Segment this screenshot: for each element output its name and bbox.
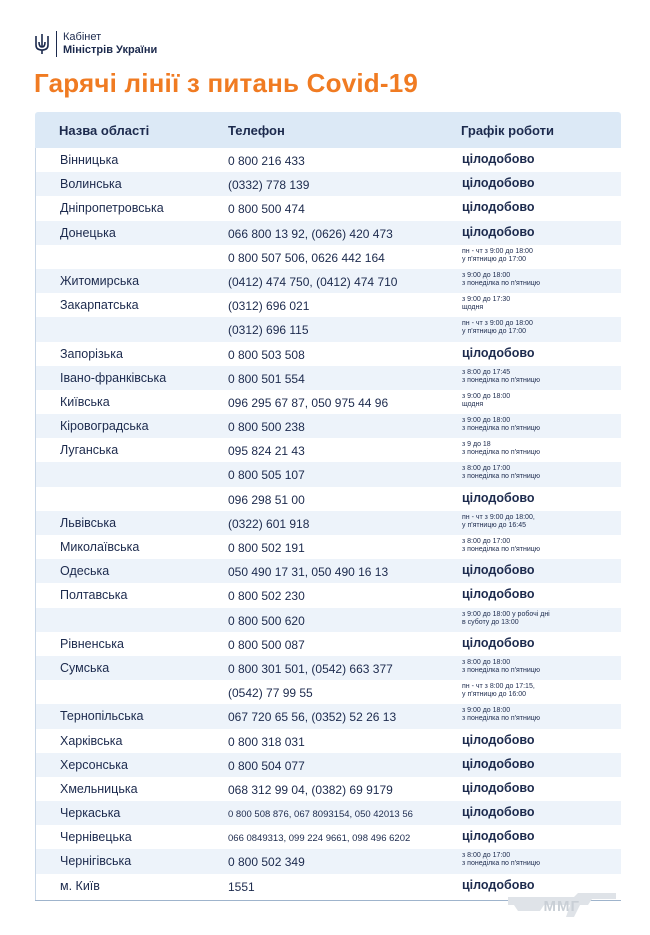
work-schedule bbox=[462, 491, 535, 505]
table-row bbox=[35, 293, 621, 317]
region-name: Івано-франківська bbox=[60, 370, 167, 385]
phone-number: 0 800 502 191 bbox=[228, 541, 305, 555]
region-name: Харківська bbox=[60, 733, 123, 748]
schedule-line: цілодобово bbox=[462, 780, 535, 795]
header-region: Назва області bbox=[59, 123, 150, 138]
schedule-line: щодня bbox=[462, 400, 484, 408]
phone-number: 095 824 21 43 bbox=[228, 444, 305, 459]
phone-number: 0 800 502 230 bbox=[228, 589, 305, 604]
work-schedule bbox=[462, 733, 535, 747]
schedule-line: з 9:00 до 18:00 bbox=[462, 707, 511, 715]
phone-number: 1551 bbox=[228, 879, 255, 894]
table-row bbox=[35, 511, 621, 535]
phone-number: 0 800 216 433 bbox=[228, 154, 305, 168]
schedule-line: з 8:00 до 18:00 bbox=[462, 658, 511, 666]
schedule-line: з 9 до 18 bbox=[462, 441, 491, 449]
schedule-line: з понеділка по п'ятницю bbox=[462, 473, 541, 481]
schedule-line: з понеділка по п'ятницю bbox=[462, 279, 541, 287]
work-schedule bbox=[462, 707, 540, 723]
table-row bbox=[35, 583, 621, 607]
phone-number: (0542) 77 99 55 bbox=[228, 686, 313, 701]
region-name: Кіровоградська bbox=[60, 419, 149, 434]
table-row bbox=[35, 535, 621, 559]
schedule-line: цілодобово bbox=[462, 224, 535, 239]
region-name: Полтавська bbox=[60, 588, 128, 603]
table-row bbox=[35, 608, 621, 632]
logo-line-1: Кабінет bbox=[63, 31, 102, 43]
table-row bbox=[35, 559, 621, 583]
work-schedule bbox=[462, 805, 535, 819]
table-row bbox=[35, 390, 621, 414]
phone-number: 096 298 51 00 bbox=[228, 492, 305, 507]
region-name: Закарпатська bbox=[60, 298, 139, 313]
region-name: Житомирська bbox=[60, 273, 140, 288]
phone-number: 0 800 508 876, 067 8093154, 050 42013 56 bbox=[228, 809, 413, 821]
table-row bbox=[35, 487, 621, 511]
region-name: Запорізька bbox=[60, 346, 123, 361]
table-row bbox=[35, 729, 621, 753]
table-body bbox=[35, 148, 621, 898]
table-row bbox=[35, 366, 621, 390]
table-left-border bbox=[35, 148, 36, 900]
schedule-line: з понеділка по п'ятницю bbox=[462, 715, 541, 723]
phone-number: 0 800 501 554 bbox=[228, 371, 305, 386]
work-schedule bbox=[462, 176, 535, 190]
schedule-line: з 9:00 до 18:00 bbox=[462, 417, 511, 425]
work-schedule bbox=[462, 320, 533, 336]
schedule-line: цілодобово bbox=[462, 152, 535, 166]
phone-number: 0 800 505 107 bbox=[228, 468, 305, 483]
schedule-line: пн - чт з 8:00 до 17:15, bbox=[462, 683, 535, 691]
schedule-line: цілодобово bbox=[462, 563, 535, 578]
region-name: Чернігівська bbox=[60, 854, 132, 869]
region-name: Дніпропетровська bbox=[60, 201, 164, 216]
schedule-line: цілодобово bbox=[462, 345, 535, 360]
schedule-line: цілодобово bbox=[462, 200, 535, 215]
region-name: Хмельницька bbox=[60, 781, 138, 796]
phone-number: 0 800 504 077 bbox=[228, 758, 305, 773]
schedule-line: цілодобово bbox=[462, 587, 535, 602]
table-row bbox=[35, 221, 621, 245]
table-row bbox=[35, 342, 621, 366]
region-name: Львівська bbox=[60, 515, 117, 530]
region-name: Луганська bbox=[60, 443, 119, 458]
work-schedule bbox=[462, 514, 535, 530]
phone-number: 0 800 301 501, (0542) 663 377 bbox=[228, 661, 393, 676]
work-schedule bbox=[462, 563, 535, 577]
schedule-line: пн - чт з 9:00 до 18:00, bbox=[462, 513, 535, 521]
table-row bbox=[35, 269, 621, 293]
logo-separator bbox=[56, 31, 57, 57]
table-row bbox=[35, 414, 621, 438]
work-schedule bbox=[462, 152, 535, 166]
work-schedule bbox=[462, 636, 535, 650]
table-row bbox=[35, 849, 621, 873]
work-schedule bbox=[462, 248, 533, 264]
phone-number: 0 800 502 349 bbox=[228, 855, 305, 870]
phone-number: 066 0849313, 099 224 9661, 098 496 6202 bbox=[228, 833, 411, 845]
phone-number: 068 312 99 04, (0382) 69 9179 bbox=[228, 782, 393, 797]
watermark-text: ММГ bbox=[543, 898, 580, 915]
region-name: Сумська bbox=[60, 660, 110, 675]
table-row bbox=[35, 825, 621, 849]
table-row bbox=[35, 632, 621, 656]
schedule-line: з 8:00 до 17:00 bbox=[462, 852, 511, 860]
schedule-line: з понеділка по п'ятницю bbox=[462, 425, 541, 433]
phone-number: 050 490 17 31, 050 490 16 13 bbox=[228, 565, 389, 580]
work-schedule bbox=[462, 852, 540, 868]
schedule-line: з 9:00 до 18:00 у робочі дні bbox=[462, 610, 550, 618]
table-row bbox=[35, 656, 621, 680]
work-schedule bbox=[462, 757, 535, 771]
header-phone: Телефон bbox=[228, 123, 285, 138]
region-name: Одеська bbox=[60, 564, 110, 579]
work-schedule bbox=[462, 200, 535, 214]
table-row bbox=[35, 801, 621, 825]
phone-number: 0 800 500 238 bbox=[228, 420, 305, 435]
table-row bbox=[35, 317, 621, 341]
work-schedule bbox=[462, 225, 535, 239]
logo-line-2: Міністрів України bbox=[63, 44, 158, 56]
schedule-line: у п'ятницю до 17:00 bbox=[462, 255, 526, 263]
schedule-line: з 9:00 до 18:00 bbox=[462, 392, 511, 400]
schedule-line: цілодобово bbox=[462, 490, 535, 505]
schedule-line: цілодобово bbox=[462, 635, 535, 650]
work-schedule bbox=[462, 296, 510, 312]
phone-number: (0332) 778 139 bbox=[228, 178, 310, 193]
schedule-line: пн - чт з 9:00 до 18:00 bbox=[462, 320, 533, 328]
schedule-line: пн - чт з 9:00 до 18:00 bbox=[462, 247, 533, 255]
table-row bbox=[35, 777, 621, 801]
region-name: Волинська bbox=[60, 177, 122, 192]
work-schedule bbox=[462, 587, 535, 601]
header-schedule: Графік роботи bbox=[461, 123, 555, 138]
work-schedule bbox=[462, 369, 540, 385]
work-schedule bbox=[462, 441, 540, 457]
work-schedule bbox=[462, 346, 535, 360]
schedule-line: цілодобово bbox=[462, 877, 535, 892]
table-row bbox=[35, 148, 621, 172]
schedule-line: з 8:00 до 17:45 bbox=[462, 368, 511, 376]
schedule-line: у п'ятницю до 16:00 bbox=[462, 691, 526, 699]
schedule-line: цілодобово bbox=[462, 805, 535, 820]
phone-number: 0 800 507 506, 0626 442 164 bbox=[228, 250, 385, 265]
schedule-line: з понеділка по п'ятницю bbox=[462, 449, 541, 457]
region-name: Рівненська bbox=[60, 636, 124, 651]
page-title: Гарячі лінії з питань Covid-19 bbox=[34, 68, 419, 98]
schedule-line: цілодобово bbox=[462, 756, 535, 771]
table-row bbox=[35, 680, 621, 704]
region-name: Тернопільська bbox=[60, 709, 144, 724]
phone-number: 067 720 65 56, (0352) 52 26 13 bbox=[228, 710, 397, 725]
work-schedule bbox=[462, 659, 540, 675]
region-name: Вінницька bbox=[60, 153, 119, 167]
phone-number: 0 800 500 620 bbox=[228, 613, 305, 628]
table-row bbox=[35, 462, 621, 486]
schedule-line: з 8:00 до 17:00 bbox=[462, 465, 511, 473]
phone-number: 0 800 500 087 bbox=[228, 637, 305, 652]
work-schedule bbox=[462, 393, 510, 409]
schedule-line: у п'ятницю до 17:00 bbox=[462, 328, 526, 336]
region-name: Донецька bbox=[60, 225, 116, 240]
phone-number: (0322) 601 918 bbox=[228, 516, 310, 531]
work-schedule bbox=[462, 683, 535, 699]
government-logo bbox=[34, 30, 157, 58]
schedule-line: щодня bbox=[462, 304, 484, 312]
region-name: Чернівецька bbox=[60, 830, 132, 845]
table-row bbox=[35, 438, 621, 462]
schedule-line: цілодобово bbox=[462, 829, 535, 844]
trident-icon bbox=[34, 33, 50, 55]
region-name: Миколаївська bbox=[60, 540, 140, 554]
region-name: м. Київ bbox=[60, 878, 100, 893]
table-row bbox=[35, 172, 621, 196]
schedule-line: цілодобово bbox=[462, 176, 535, 191]
watermark bbox=[504, 883, 622, 923]
region-name: Херсонська bbox=[60, 757, 128, 772]
table-row bbox=[35, 753, 621, 777]
schedule-line: з 9:00 до 18:00 bbox=[462, 271, 511, 279]
table-row bbox=[35, 245, 621, 269]
schedule-line: з понеділка по п'ятницю bbox=[462, 666, 541, 674]
schedule-line: з понеділка по п'ятницю bbox=[462, 376, 541, 384]
logo-text bbox=[63, 31, 157, 57]
schedule-line: з 8:00 до 17:00 bbox=[462, 538, 511, 545]
work-schedule bbox=[462, 611, 550, 627]
hotlines-table bbox=[35, 112, 621, 898]
phone-number: 096 295 67 87, 050 975 44 96 bbox=[228, 395, 389, 410]
region-name: Київська bbox=[60, 394, 110, 409]
schedule-line: з понеділка по п'ятницю bbox=[462, 546, 541, 553]
schedule-line: цілодобово bbox=[462, 732, 535, 747]
schedule-line: з 9:00 до 17:30 bbox=[462, 296, 511, 304]
work-schedule bbox=[462, 781, 535, 795]
region-name: Черкаська bbox=[60, 806, 121, 821]
schedule-line: у п'ятницю до 16:45 bbox=[462, 521, 526, 529]
work-schedule bbox=[462, 272, 540, 288]
phone-number: 0 800 500 474 bbox=[228, 202, 305, 217]
phone-number: 0 800 503 508 bbox=[228, 347, 305, 362]
work-schedule bbox=[462, 829, 535, 843]
work-schedule bbox=[462, 465, 540, 481]
phone-number: 0 800 318 031 bbox=[228, 734, 305, 749]
table-row bbox=[35, 704, 621, 728]
work-schedule bbox=[462, 538, 540, 554]
phone-number: (0312) 696 021 bbox=[228, 299, 310, 314]
table-header bbox=[35, 112, 621, 148]
phone-number: 066 800 13 92, (0626) 420 473 bbox=[228, 226, 393, 241]
table-row bbox=[35, 196, 621, 220]
schedule-line: в суботу до 13:00 bbox=[462, 618, 519, 626]
phone-number: (0412) 474 750, (0412) 474 710 bbox=[228, 274, 398, 289]
work-schedule bbox=[462, 417, 540, 433]
phone-number: (0312) 696 115 bbox=[228, 323, 309, 338]
schedule-line: з понеділка по п'ятницю bbox=[462, 860, 541, 868]
